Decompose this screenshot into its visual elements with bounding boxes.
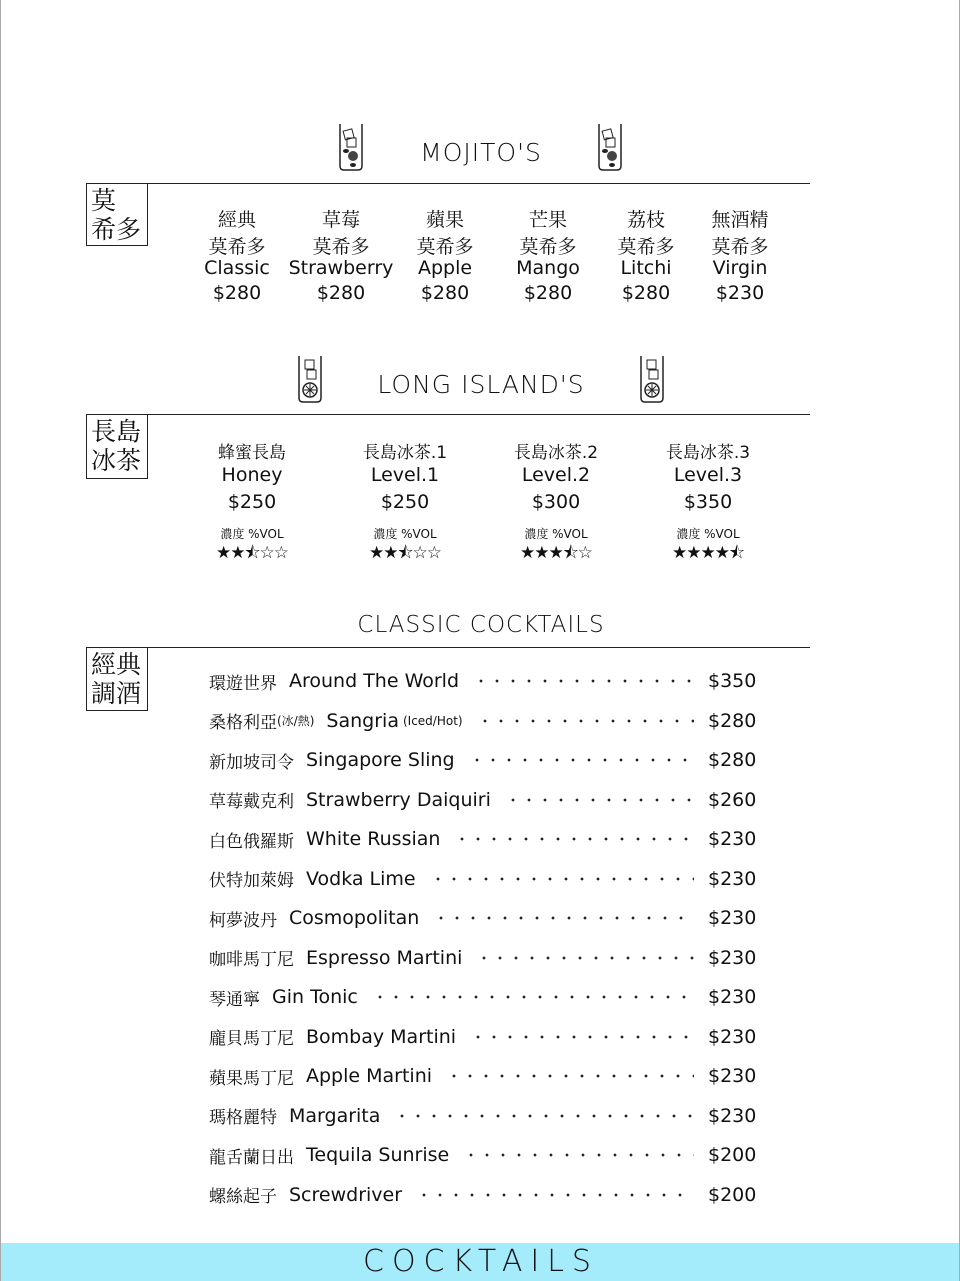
dot-leader bbox=[477, 709, 694, 733]
item-zh-name: 草莓戴克利 bbox=[209, 792, 294, 812]
item-zh-line1: 芒果 bbox=[528, 209, 567, 231]
item-en-name: Level.1 bbox=[370, 464, 440, 486]
classic-label-box bbox=[86, 647, 148, 711]
strength-label: 濃度 %VOL bbox=[373, 527, 437, 541]
cocktail-row bbox=[209, 788, 757, 812]
label-line: 莫 bbox=[91, 186, 117, 215]
dot-leader bbox=[433, 906, 694, 930]
item-zh-name: 蜂蜜長島 bbox=[218, 443, 286, 463]
item-price: $280 bbox=[212, 282, 262, 304]
item-zh-name: 白色俄羅斯 bbox=[209, 831, 294, 852]
dot-leader bbox=[470, 1025, 694, 1049]
item-zh-line2: 莫希多 bbox=[519, 236, 577, 258]
cocktail-row bbox=[209, 709, 757, 733]
item-price: $280 bbox=[621, 282, 671, 304]
item-zh-name: 長島冰茶.2 bbox=[513, 443, 599, 463]
glass-icon bbox=[639, 354, 665, 404]
item-zh-line1: 荔枝 bbox=[626, 209, 665, 231]
divider bbox=[86, 183, 810, 184]
dot-leader bbox=[394, 1104, 694, 1128]
dot-leader bbox=[473, 669, 694, 693]
divider bbox=[86, 647, 810, 648]
strength-stars: ★★⯪☆☆ bbox=[215, 543, 289, 563]
item-en-name: Tequila Sunrise bbox=[306, 1144, 450, 1166]
item-zh-name: 咖啡馬丁尼 bbox=[209, 950, 294, 970]
mojito-label-box bbox=[86, 183, 148, 246]
dot-leader bbox=[469, 748, 694, 772]
item-zh-name: 長島冰茶.3 bbox=[665, 443, 751, 463]
strength-stars: ★★★⯪☆ bbox=[519, 543, 593, 563]
cocktail-row bbox=[209, 985, 757, 1010]
item-en-name: Apple Martini bbox=[306, 1065, 433, 1087]
item-en-name: Classic bbox=[204, 257, 270, 279]
item-price: $350 bbox=[708, 670, 757, 692]
item-price: $260 bbox=[708, 788, 757, 811]
label-line: 冰茶 bbox=[91, 446, 142, 475]
item-price: $230 bbox=[708, 1025, 757, 1048]
cocktail-row bbox=[209, 1025, 757, 1049]
item-en-note: (Iced/Hot) bbox=[402, 713, 463, 728]
item-zh-line1: 草莓 bbox=[321, 209, 360, 231]
item-en-name: Screwdriver bbox=[289, 1183, 403, 1206]
classic-title: CLASSIC COCKTAILS bbox=[357, 612, 605, 638]
cocktail-row bbox=[209, 867, 757, 891]
item-zh-name: 龍舌蘭日出 bbox=[209, 1147, 294, 1168]
item-en-name: Litchi bbox=[620, 257, 672, 279]
item-zh-line2: 莫希多 bbox=[617, 236, 675, 258]
item-price: $280 bbox=[708, 709, 757, 732]
glass-icon bbox=[597, 122, 623, 172]
cocktail-row bbox=[209, 946, 757, 970]
item-zh-name: 新加坡司令 bbox=[209, 752, 294, 773]
item-price: $350 bbox=[683, 491, 733, 513]
dot-leader bbox=[476, 946, 694, 970]
cocktail-row bbox=[209, 827, 757, 852]
item-zh-line2: 莫希多 bbox=[711, 236, 769, 258]
item-zh-line1: 蘋果 bbox=[425, 209, 464, 231]
strength-stars: ★★⯪☆☆ bbox=[368, 543, 442, 563]
dot-leader bbox=[446, 1064, 694, 1088]
divider bbox=[86, 414, 810, 415]
item-zh-name: 蘋果馬丁尼 bbox=[209, 1068, 294, 1089]
item-en-name: Strawberry Daiquiri bbox=[306, 788, 491, 811]
item-zh-name: 桑格利亞 bbox=[209, 713, 277, 733]
cocktail-row bbox=[209, 669, 757, 694]
item-price: $300 bbox=[531, 491, 581, 513]
dot-leader bbox=[430, 867, 694, 891]
dot-leader bbox=[463, 1143, 694, 1167]
item-en-name: Level.2 bbox=[521, 464, 591, 486]
item-price: $280 bbox=[316, 282, 366, 304]
item-price: $200 bbox=[708, 1144, 757, 1166]
item-price: $280 bbox=[420, 282, 470, 304]
item-zh-name: 長島冰茶.1 bbox=[362, 443, 448, 463]
item-price: $230 bbox=[708, 907, 757, 929]
item-zh-name: 螺絲起子 bbox=[209, 1187, 277, 1207]
footer-banner: COCKTAILS bbox=[1, 1243, 960, 1281]
item-price: $200 bbox=[708, 1183, 757, 1206]
mojito-title: MOJITO'S bbox=[420, 138, 542, 167]
item-en-name: Gin Tonic bbox=[272, 986, 358, 1008]
cocktail-row bbox=[209, 1183, 757, 1207]
item-price: $230 bbox=[708, 946, 757, 969]
cocktail-row bbox=[209, 1104, 757, 1128]
item-price: $230 bbox=[708, 867, 757, 890]
long-island-label-box bbox=[86, 414, 148, 479]
item-zh-name: 龐貝馬丁尼 bbox=[209, 1029, 294, 1049]
item-price: $230 bbox=[708, 986, 757, 1008]
item-zh-line2: 莫希多 bbox=[416, 236, 474, 258]
item-zh-name: 伏特加萊姆 bbox=[209, 871, 294, 891]
item-en-name: Level.3 bbox=[673, 464, 743, 486]
item-en-name: Strawberry bbox=[288, 257, 394, 279]
item-zh-line2: 莫希多 bbox=[208, 236, 266, 258]
item-en-name: Vodka Lime bbox=[306, 867, 416, 890]
dot-leader bbox=[416, 1183, 694, 1207]
label-line: 長島 bbox=[91, 417, 142, 446]
strength-label: 濃度 %VOL bbox=[676, 527, 740, 541]
item-en-name: Around The World bbox=[289, 670, 460, 692]
item-en-name: Apple bbox=[417, 257, 473, 279]
item-en-name: Sangria bbox=[326, 709, 399, 732]
item-zh-name: 瑪格麗特 bbox=[209, 1108, 277, 1128]
item-zh-name: 琴通寧 bbox=[209, 989, 260, 1010]
cocktail-row bbox=[209, 1064, 757, 1089]
dot-leader bbox=[372, 985, 694, 1009]
label-line: 希多 bbox=[91, 215, 142, 244]
item-en-name: Bombay Martini bbox=[306, 1025, 457, 1048]
strength-stars: ★★★★⯪ bbox=[671, 543, 745, 563]
item-price: $250 bbox=[380, 491, 430, 513]
item-price: $230 bbox=[715, 282, 765, 304]
long-island-title: LONG ISLAND'S bbox=[377, 370, 585, 399]
item-zh-name: 柯夢波丹 bbox=[209, 910, 277, 931]
item-zh-name: 環遊世界 bbox=[209, 673, 277, 694]
dot-leader bbox=[505, 788, 694, 812]
item-price: $230 bbox=[708, 828, 757, 850]
label-line: 調酒 bbox=[91, 679, 142, 708]
dot-leader bbox=[454, 827, 694, 851]
item-en-name: Singapore Sling bbox=[306, 749, 455, 771]
strength-label: 濃度 %VOL bbox=[220, 527, 284, 541]
item-zh-line1: 無酒精 bbox=[711, 209, 769, 231]
item-price: $280 bbox=[523, 282, 573, 304]
item-price: $230 bbox=[708, 1065, 757, 1087]
cocktail-row bbox=[209, 748, 757, 773]
item-en-name: White Russian bbox=[306, 828, 441, 850]
item-en-name: Margarita bbox=[289, 1104, 381, 1127]
item-en-name: Mango bbox=[516, 257, 580, 279]
label-line: 經典 bbox=[91, 650, 142, 679]
item-en-name: Honey bbox=[221, 464, 283, 486]
item-en-name: Cosmopolitan bbox=[289, 907, 420, 929]
item-price: $250 bbox=[227, 491, 277, 513]
item-zh-note: (冰/熱) bbox=[277, 714, 315, 728]
item-price: $230 bbox=[708, 1104, 757, 1127]
cocktail-row bbox=[209, 1143, 757, 1168]
item-en-name: Espresso Martini bbox=[306, 946, 463, 969]
strength-label: 濃度 %VOL bbox=[524, 527, 588, 541]
item-price: $280 bbox=[708, 749, 757, 771]
item-zh-line2: 莫希多 bbox=[312, 236, 370, 258]
cocktail-row bbox=[209, 906, 757, 931]
item-zh-line1: 經典 bbox=[217, 209, 256, 231]
item-en-name: Virgin bbox=[712, 257, 768, 279]
